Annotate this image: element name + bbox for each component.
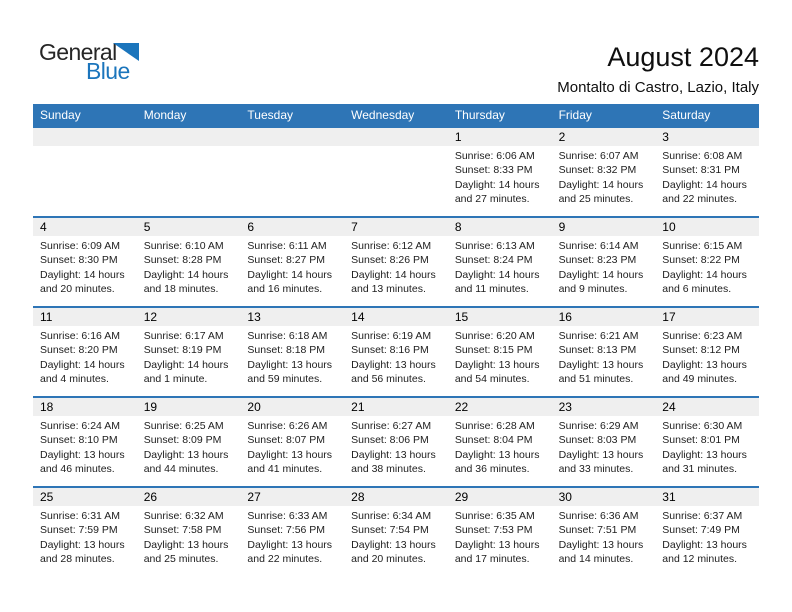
week-row	[33, 216, 759, 306]
daylight-text: Daylight: 13 hours	[662, 538, 747, 551]
day-number: 7	[351, 220, 358, 234]
day-details	[655, 416, 759, 477]
daylight-text-cont: and 18 minutes.	[143, 283, 219, 296]
page-subtitle: Montalto di Castro, Lazio, Italy	[557, 79, 759, 96]
logo-word-blue: Blue	[86, 58, 130, 84]
day-number-band	[137, 218, 241, 236]
day-number: 11	[40, 310, 53, 324]
day-number: 10	[662, 220, 676, 234]
day-number: 12	[143, 310, 158, 324]
day-cell	[240, 488, 344, 576]
day-number: 16	[558, 310, 572, 324]
day-cell	[448, 218, 552, 306]
day-cell	[137, 398, 241, 486]
daylight-text-cont: and 46 minutes.	[40, 463, 115, 476]
day-cell	[240, 218, 344, 306]
day-details	[552, 506, 656, 567]
day-details	[344, 326, 448, 387]
day-number: 21	[351, 400, 365, 414]
daylight-text-cont: and 38 minutes.	[351, 463, 426, 476]
day-number-band	[240, 488, 344, 506]
sunrise-text: Sunrise: 6:19 AM	[351, 330, 432, 342]
logo-word-general: General	[39, 39, 117, 65]
weekday-header-cell: Wednesday	[351, 108, 415, 122]
daylight-text: Daylight: 13 hours	[454, 358, 540, 371]
day-number-band	[344, 488, 448, 506]
day-details	[240, 236, 344, 297]
day-details	[137, 326, 241, 387]
day-cell	[655, 488, 759, 576]
day-cell	[655, 398, 759, 486]
day-cell	[552, 128, 656, 216]
day-number-band	[137, 128, 241, 146]
daylight-text: Daylight: 14 hours	[351, 268, 436, 281]
sunset-text: Sunset: 8:24 PM	[454, 254, 533, 267]
day-cell	[655, 218, 759, 306]
sunset-text: Sunset: 8:10 PM	[40, 434, 118, 447]
day-cell	[448, 488, 552, 576]
sunset-text: Sunset: 8:12 PM	[662, 344, 740, 357]
sunrise-text: Sunrise: 6:12 AM	[351, 240, 432, 252]
day-cell-empty	[344, 128, 448, 216]
day-cell	[552, 398, 656, 486]
sunrise-text: Sunrise: 6:33 AM	[247, 510, 328, 522]
day-details	[33, 416, 137, 477]
day-details	[655, 146, 759, 207]
daylight-text-cont: and 9 minutes.	[558, 283, 628, 296]
sunrise-text: Sunrise: 6:25 AM	[143, 420, 224, 432]
day-cell	[33, 218, 137, 306]
day-number-band	[448, 128, 552, 146]
daylight-text: Daylight: 14 hours	[40, 358, 125, 371]
daylight-text: Daylight: 13 hours	[143, 538, 229, 551]
weekday-header-cell: Sunday	[40, 108, 81, 122]
day-details	[552, 236, 656, 297]
day-cell-empty	[137, 128, 241, 216]
daylight-text: Daylight: 14 hours	[662, 268, 747, 281]
day-number: 1	[454, 130, 462, 144]
day-cell	[655, 308, 759, 396]
sunrise-text: Sunrise: 6:09 AM	[40, 240, 120, 252]
day-number: 8	[454, 220, 462, 234]
day-cell	[344, 398, 448, 486]
day-number: 20	[247, 400, 261, 414]
day-details	[448, 236, 552, 297]
sunrise-text: Sunrise: 6:18 AM	[247, 330, 328, 342]
sunset-text: Sunset: 8:33 PM	[454, 164, 533, 177]
day-number-band	[344, 218, 448, 236]
day-number-band	[240, 398, 344, 416]
sunrise-text: Sunrise: 6:32 AM	[143, 510, 224, 522]
daylight-text-cont: and 25 minutes.	[143, 553, 219, 566]
day-number-band	[33, 308, 137, 326]
sunset-text: Sunset: 7:53 PM	[454, 524, 533, 537]
sunset-text: Sunset: 8:09 PM	[143, 434, 222, 447]
day-number-band	[655, 398, 759, 416]
sunrise-text: Sunrise: 6:10 AM	[143, 240, 224, 252]
day-cell	[137, 308, 241, 396]
daylight-text-cont: and 31 minutes.	[662, 463, 737, 476]
day-number-band	[240, 218, 344, 236]
day-number: 13	[247, 310, 261, 324]
day-number: 30	[558, 490, 572, 504]
sunrise-text: Sunrise: 6:20 AM	[454, 330, 535, 342]
day-number: 14	[351, 310, 365, 324]
daylight-text-cont: and 54 minutes.	[454, 373, 530, 386]
day-cell-empty	[240, 128, 344, 216]
daylight-text: Daylight: 13 hours	[351, 448, 436, 461]
day-details	[137, 236, 241, 297]
sunset-text: Sunset: 8:18 PM	[247, 344, 326, 357]
sunset-text: Sunset: 8:28 PM	[143, 254, 222, 267]
daylight-text-cont: and 22 minutes.	[247, 553, 323, 566]
daylight-text: Daylight: 14 hours	[454, 268, 540, 281]
sunset-text: Sunset: 8:19 PM	[143, 344, 222, 357]
day-cell	[655, 128, 759, 216]
day-number-band	[240, 308, 344, 326]
sunset-text: Sunset: 8:03 PM	[558, 434, 637, 447]
daylight-text: Daylight: 13 hours	[662, 448, 747, 461]
daylight-text-cont: and 4 minutes.	[40, 373, 109, 386]
daylight-text-cont: and 49 minutes.	[662, 373, 737, 386]
day-number-band	[655, 308, 759, 326]
calendar-grid	[33, 126, 759, 576]
day-number-band	[552, 488, 656, 506]
daylight-text-cont: and 20 minutes.	[351, 553, 426, 566]
day-number-band	[344, 128, 448, 146]
day-number: 2	[558, 130, 566, 144]
daylight-text: Daylight: 14 hours	[662, 178, 747, 191]
daylight-text-cont: and 12 minutes.	[662, 553, 737, 566]
sunset-text: Sunset: 7:58 PM	[143, 524, 222, 537]
sunrise-text: Sunrise: 6:23 AM	[662, 330, 743, 342]
day-number: 3	[662, 130, 669, 144]
day-cell	[240, 398, 344, 486]
day-details	[552, 326, 656, 387]
day-cell	[448, 128, 552, 216]
daylight-text: Daylight: 13 hours	[247, 448, 333, 461]
day-cell	[552, 218, 656, 306]
weekday-header-cell: Saturday	[662, 108, 711, 122]
daylight-text-cont: and 14 minutes.	[558, 553, 634, 566]
sunset-text: Sunset: 8:15 PM	[454, 344, 533, 357]
day-number-band	[344, 308, 448, 326]
sunrise-text: Sunrise: 6:08 AM	[662, 150, 743, 162]
sunset-text: Sunset: 8:13 PM	[558, 344, 637, 357]
day-number-band	[552, 308, 656, 326]
sunrise-text: Sunrise: 6:36 AM	[558, 510, 639, 522]
day-number-band	[137, 308, 241, 326]
day-details	[655, 236, 759, 297]
sunrise-text: Sunrise: 6:30 AM	[662, 420, 743, 432]
day-number: 29	[454, 490, 469, 504]
daylight-text: Daylight: 13 hours	[662, 358, 747, 371]
day-number: 6	[247, 220, 255, 234]
day-number: 17	[662, 310, 676, 324]
week-row	[33, 396, 759, 486]
daylight-text-cont: and 56 minutes.	[351, 373, 426, 386]
daylight-text: Daylight: 13 hours	[558, 448, 644, 461]
sunset-text: Sunset: 8:32 PM	[558, 164, 637, 177]
day-details	[448, 326, 552, 387]
sunset-text: Sunset: 7:59 PM	[40, 524, 118, 537]
sunset-text: Sunset: 8:31 PM	[662, 164, 740, 177]
daylight-text: Daylight: 13 hours	[40, 538, 125, 551]
day-cell	[448, 398, 552, 486]
day-number-band	[33, 128, 137, 146]
sunrise-text: Sunrise: 6:31 AM	[40, 510, 120, 522]
day-details	[344, 506, 448, 567]
daylight-text-cont: and 11 minutes.	[454, 283, 529, 296]
day-details	[33, 506, 137, 567]
day-number: 22	[454, 400, 469, 414]
day-details	[240, 326, 344, 387]
day-number-band	[552, 398, 656, 416]
weekday-header-cell: Friday	[558, 108, 592, 122]
day-details	[448, 416, 552, 477]
sunrise-text: Sunrise: 6:11 AM	[247, 240, 327, 252]
day-cell-empty	[33, 128, 137, 216]
day-cell	[240, 308, 344, 396]
sunrise-text: Sunrise: 6:07 AM	[558, 150, 639, 162]
day-cell	[552, 308, 656, 396]
general-blue-logo	[39, 39, 159, 89]
day-cell	[137, 488, 241, 576]
daylight-text-cont: and 13 minutes.	[351, 283, 426, 296]
day-details	[552, 146, 656, 207]
day-details	[240, 416, 344, 477]
sunset-text: Sunset: 8:04 PM	[454, 434, 533, 447]
daylight-text: Daylight: 13 hours	[558, 538, 644, 551]
day-number: 31	[662, 490, 676, 504]
daylight-text-cont: and 33 minutes.	[558, 463, 634, 476]
day-details	[344, 416, 448, 477]
day-number-band	[655, 128, 759, 146]
day-number: 19	[143, 400, 158, 414]
day-number: 27	[247, 490, 261, 504]
day-number: 23	[558, 400, 572, 414]
sunrise-text: Sunrise: 6:21 AM	[558, 330, 639, 342]
daylight-text-cont: and 20 minutes.	[40, 283, 115, 296]
day-cell	[552, 488, 656, 576]
day-details	[655, 326, 759, 387]
sunrise-text: Sunrise: 6:16 AM	[40, 330, 120, 342]
day-cell	[33, 488, 137, 576]
calendar-table	[33, 104, 759, 576]
day-number: 9	[558, 220, 566, 234]
daylight-text-cont: and 59 minutes.	[247, 373, 323, 386]
sunrise-text: Sunrise: 6:37 AM	[662, 510, 743, 522]
sunrise-text: Sunrise: 6:06 AM	[454, 150, 535, 162]
sunrise-text: Sunrise: 6:35 AM	[454, 510, 535, 522]
sunset-text: Sunset: 8:22 PM	[662, 254, 740, 267]
day-details	[448, 506, 552, 567]
sunset-text: Sunset: 8:01 PM	[662, 434, 740, 447]
day-number-band	[655, 488, 759, 506]
day-details	[137, 506, 241, 567]
day-number-band	[448, 218, 552, 236]
sunset-text: Sunset: 8:07 PM	[247, 434, 326, 447]
weekday-header-row	[33, 104, 759, 126]
daylight-text: Daylight: 14 hours	[143, 358, 229, 371]
day-details	[344, 236, 448, 297]
daylight-text: Daylight: 14 hours	[40, 268, 125, 281]
day-details	[552, 416, 656, 477]
sunrise-text: Sunrise: 6:34 AM	[351, 510, 432, 522]
sunrise-text: Sunrise: 6:13 AM	[454, 240, 535, 252]
day-cell	[33, 398, 137, 486]
daylight-text-cont: and 51 minutes.	[558, 373, 634, 386]
day-number-band	[33, 398, 137, 416]
sunset-text: Sunset: 7:54 PM	[351, 524, 429, 537]
sunset-text: Sunset: 8:20 PM	[40, 344, 118, 357]
daylight-text: Daylight: 13 hours	[351, 358, 436, 371]
daylight-text: Daylight: 14 hours	[143, 268, 229, 281]
day-details	[240, 506, 344, 567]
day-cell	[33, 308, 137, 396]
daylight-text-cont: and 25 minutes.	[558, 193, 634, 206]
day-cell	[344, 308, 448, 396]
day-number-band	[552, 128, 656, 146]
day-details	[33, 236, 137, 297]
daylight-text-cont: and 22 minutes.	[662, 193, 737, 206]
day-number-band	[344, 398, 448, 416]
day-cell	[344, 218, 448, 306]
weekday-header-cell: Tuesday	[247, 108, 294, 122]
sunrise-text: Sunrise: 6:27 AM	[351, 420, 432, 432]
day-number: 25	[40, 490, 54, 504]
day-details	[137, 416, 241, 477]
day-number: 15	[454, 310, 469, 324]
daylight-text: Daylight: 13 hours	[558, 358, 644, 371]
sunset-text: Sunset: 8:16 PM	[351, 344, 429, 357]
daylight-text: Daylight: 13 hours	[247, 358, 333, 371]
daylight-text: Daylight: 13 hours	[247, 538, 333, 551]
day-number-band	[33, 218, 137, 236]
sunset-text: Sunset: 8:27 PM	[247, 254, 326, 267]
daylight-text-cont: and 44 minutes.	[143, 463, 219, 476]
daylight-text: Daylight: 13 hours	[454, 538, 540, 551]
week-row	[33, 306, 759, 396]
day-number-band	[552, 218, 656, 236]
day-number-band	[240, 128, 344, 146]
day-number-band	[448, 308, 552, 326]
week-row	[33, 486, 759, 576]
sunrise-text: Sunrise: 6:24 AM	[40, 420, 120, 432]
sunset-text: Sunset: 7:51 PM	[558, 524, 637, 537]
daylight-text-cont: and 36 minutes.	[454, 463, 530, 476]
day-number: 26	[143, 490, 158, 504]
sunset-text: Sunset: 8:26 PM	[351, 254, 429, 267]
daylight-text: Daylight: 14 hours	[454, 178, 540, 191]
day-details	[448, 146, 552, 207]
daylight-text-cont: and 6 minutes.	[662, 283, 732, 296]
sunset-text: Sunset: 7:49 PM	[662, 524, 740, 537]
sunrise-text: Sunrise: 6:28 AM	[454, 420, 535, 432]
day-number: 4	[40, 220, 47, 234]
day-number: 5	[143, 220, 151, 234]
day-details	[655, 506, 759, 567]
day-number-band	[448, 488, 552, 506]
sunrise-text: Sunrise: 6:29 AM	[558, 420, 639, 432]
day-number-band	[137, 488, 241, 506]
daylight-text: Daylight: 14 hours	[247, 268, 333, 281]
daylight-text-cont: and 1 minute.	[143, 373, 208, 386]
week-row	[33, 126, 759, 216]
daylight-text-cont: and 41 minutes.	[247, 463, 323, 476]
day-details	[33, 326, 137, 387]
daylight-text: Daylight: 13 hours	[454, 448, 540, 461]
daylight-text: Daylight: 13 hours	[143, 448, 229, 461]
day-cell	[448, 308, 552, 396]
day-cell	[344, 488, 448, 576]
sunset-text: Sunset: 8:23 PM	[558, 254, 637, 267]
day-number: 24	[662, 400, 676, 414]
daylight-text: Daylight: 13 hours	[40, 448, 125, 461]
day-number-band	[655, 218, 759, 236]
day-number: 28	[351, 490, 365, 504]
sunset-text: Sunset: 7:56 PM	[247, 524, 326, 537]
daylight-text: Daylight: 14 hours	[558, 178, 644, 191]
daylight-text-cont: and 28 minutes.	[40, 553, 115, 566]
sunset-text: Sunset: 8:30 PM	[40, 254, 118, 267]
sunrise-text: Sunrise: 6:17 AM	[143, 330, 224, 342]
sunrise-text: Sunrise: 6:26 AM	[247, 420, 328, 432]
weekday-header-cell: Monday	[143, 108, 187, 122]
daylight-text: Daylight: 13 hours	[351, 538, 436, 551]
daylight-text-cont: and 17 minutes.	[454, 553, 530, 566]
page-title: August 2024	[607, 42, 759, 72]
sunset-text: Sunset: 8:06 PM	[351, 434, 429, 447]
sunrise-text: Sunrise: 6:15 AM	[662, 240, 743, 252]
daylight-text-cont: and 27 minutes.	[454, 193, 530, 206]
sunrise-text: Sunrise: 6:14 AM	[558, 240, 639, 252]
weekday-header-cell: Thursday	[454, 108, 505, 122]
day-number-band	[448, 398, 552, 416]
day-cell	[137, 218, 241, 306]
day-number-band	[33, 488, 137, 506]
daylight-text: Daylight: 14 hours	[558, 268, 644, 281]
daylight-text-cont: and 16 minutes.	[247, 283, 323, 296]
day-number: 18	[40, 400, 54, 414]
day-number-band	[137, 398, 241, 416]
